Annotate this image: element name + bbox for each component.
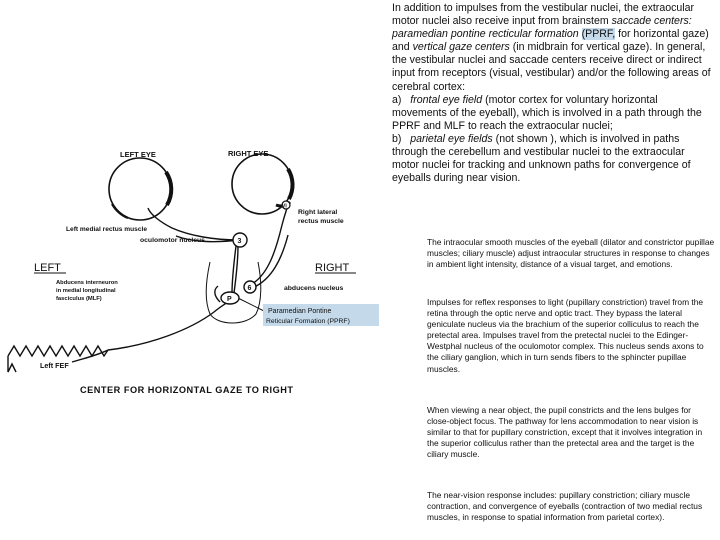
svg-text:P: P: [227, 296, 232, 303]
pprf-label-1: Paramedian Pontine: [268, 308, 332, 315]
left-side-label: LEFT: [34, 262, 61, 274]
svg-text:6: 6: [247, 285, 252, 292]
abducens-interneuron-label-3: fasciculus (MLF): [56, 296, 102, 302]
right-side-label: RIGHT: [315, 262, 350, 274]
right-lateral-rectus-label-1: Right lateral: [298, 209, 338, 216]
abducens-interneuron-label-1: Abducens interneuron: [56, 280, 118, 286]
pprf-label-2: Reticular Formation (PPRF): [266, 318, 350, 325]
horizontal-gaze-diagram: [0, 0, 390, 420]
right-eye-label: RIGHT EYE: [228, 149, 269, 158]
left-eye-label: LEFT EYE: [120, 150, 156, 159]
left-eye: [109, 158, 171, 220]
intraocular-paragraph: The intraocular smooth muscles of the eyeball (dilator and constrictor pupillae muscles; ciliary muscle) adjust intraocular structures in response to changes in ambient light intensity, distance of a visual target, and emotions.: [427, 237, 715, 270]
right-lateral-rectus-label-2: rectus muscle: [298, 218, 344, 225]
svg-text:3: 3: [237, 238, 242, 245]
nuclei: [221, 201, 290, 304]
left-medial-rectus-label: Left medial rectus muscle: [66, 226, 147, 233]
main-paragraph: In addition to impulses from the vestibular nuclei, the extraocular motor nuclei also receive input from brainstem saccade centers: paramedian pontine recticular formation (PPRF, for horizontal gaze) and vertical gaze centers (in midbrain for vertical gaze). In general, the vestibular nuclei and saccade centers receive direct or indirect input from receptors (visual, vestibular) and/or the following areas of cerebral cortex: a) frontal eye field (motor cortex for voluntary horizontal movements of the eyeball), which is involved in a path through the PPRF and MLF to reach the extraocular nuclei; b) parietal eye fields (not shown ), which is involved in paths through the cerebellum and vestibular nuclei to the extraocular motor nuclei for tracking and unknown paths for convergence of eyeballs during near vision.: [392, 2, 711, 185]
abducens-nucleus-label: abducens nucleus: [284, 285, 344, 292]
near-vision-paragraph: The near-vision response includes: pupillary constriction; ciliary muscle contraction, and convergence of eyeballs (contraction of two medial rectus muscles, in response to spatial information from parietal cortex).: [427, 490, 703, 523]
left-fef-label: Left FEF: [40, 361, 69, 370]
diagram-caption: CENTER FOR HORIZONTAL GAZE TO RIGHT: [80, 385, 294, 395]
pprf-highlight: (PPRF,: [581, 28, 616, 41]
near-object-paragraph: When viewing a near object, the pupil constricts and the lens bulges for close-object focus. The pathway for lens accommodation to near vision is similar to that for pupillary constriction, except that it involves integration in the superior colliculus rather than the pretectal area and the target is the ciliary muscle.: [427, 405, 703, 460]
abducens-interneuron-label-2: in medial longitudinal: [56, 288, 116, 294]
svg-text:VI: VI: [282, 203, 287, 210]
oculomotor-nucleus-label: oculomotor nucleus: [140, 237, 205, 244]
reflex-light-paragraph: Impulses for reflex responses to light (pupillary constriction) travel from the retina through the optic nerve and optic tract. They bypass the lateral geniculate nucleus via the brachium of the superior colliculus to reach the pretectal area. Impulses travel from the pretectal nuclei to the Edinger-Westphal nucleus of the oculomotor complex. This nucleus sends axons to the ciliary ganglion, which in turn sends fibers to the sphincter pupillae muscles.: [427, 297, 704, 374]
